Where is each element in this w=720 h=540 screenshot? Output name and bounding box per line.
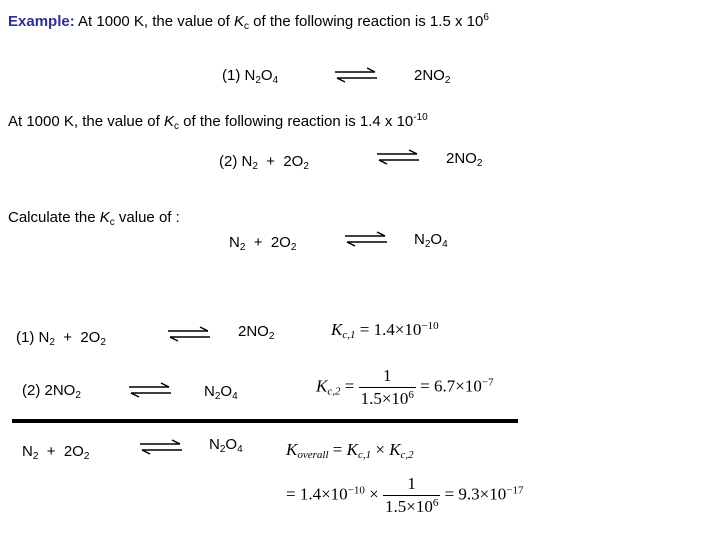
koverall-expression: $K_{overall} = K_{c,1} \times K_{c,2}$: [286, 440, 414, 461]
step-1-reactants: (1) $N_2 + 2O_2$: [16, 329, 106, 348]
target-product: $N_2O_4$: [414, 231, 448, 250]
kc2-expression: $K_{c,2}$ = $\frac{1}{1.5\times 10^6}$ = $6.7\times 10^{-7}$: [316, 366, 494, 408]
intro-line: Example: At 1000 K, the value of $K_c$ of the following reaction is 1.5 x $10^6$: [8, 12, 489, 32]
equilibrium-arrow-icon: [138, 440, 184, 454]
overall-reactants: $N_2 + 2O_2$: [22, 443, 90, 462]
summation-rule: [12, 419, 518, 423]
step-1-product: $2NO_2$: [238, 323, 275, 342]
kc2-fraction: $\frac{1}{1.5\times 10^6}$: [360, 366, 414, 408]
target-reactants: $N_2 + 2O_2$: [229, 234, 297, 253]
reaction-2-reactants: (2) $N_2 + 2O_2$: [219, 153, 309, 172]
reaction-2-product: $2NO_2$: [446, 150, 483, 169]
step-2-reactant: (2) $2NO_2$: [22, 382, 81, 401]
step-2-product: $N_2O_4$: [204, 383, 238, 402]
equilibrium-arrow-icon: [343, 232, 389, 246]
question-line: Calculate the $K_c$ value of :: [8, 209, 180, 228]
equilibrium-arrow-icon: [166, 327, 212, 341]
given-line-2: At 1000 K, the value of $K_c$ of the following reaction is 1.4 x $10^{-10}$: [8, 112, 428, 132]
equilibrium-arrow-icon: [127, 383, 173, 397]
equilibrium-arrow-icon: [375, 150, 421, 164]
equilibrium-arrow-icon: [333, 68, 379, 82]
overall-product: $N_2O_4$: [209, 436, 243, 455]
reaction-1-reactant: (1) $N_2O_4$: [222, 67, 279, 86]
koverall-fraction: $\frac{1}{1.5\times 10^6}$: [385, 474, 439, 516]
example-label: Example:: [8, 13, 75, 30]
koverall-calculation: = $1.4\times 10^{-10}$ × $\frac{1}{1.5\times 10^6}$ = $9.3\times 10^{-17}$: [286, 474, 524, 516]
reaction-1-product: $2NO_2$: [414, 67, 451, 86]
kc1-expression: $K_{c,1} = 1.4\times 10^{-10}$: [331, 320, 439, 341]
